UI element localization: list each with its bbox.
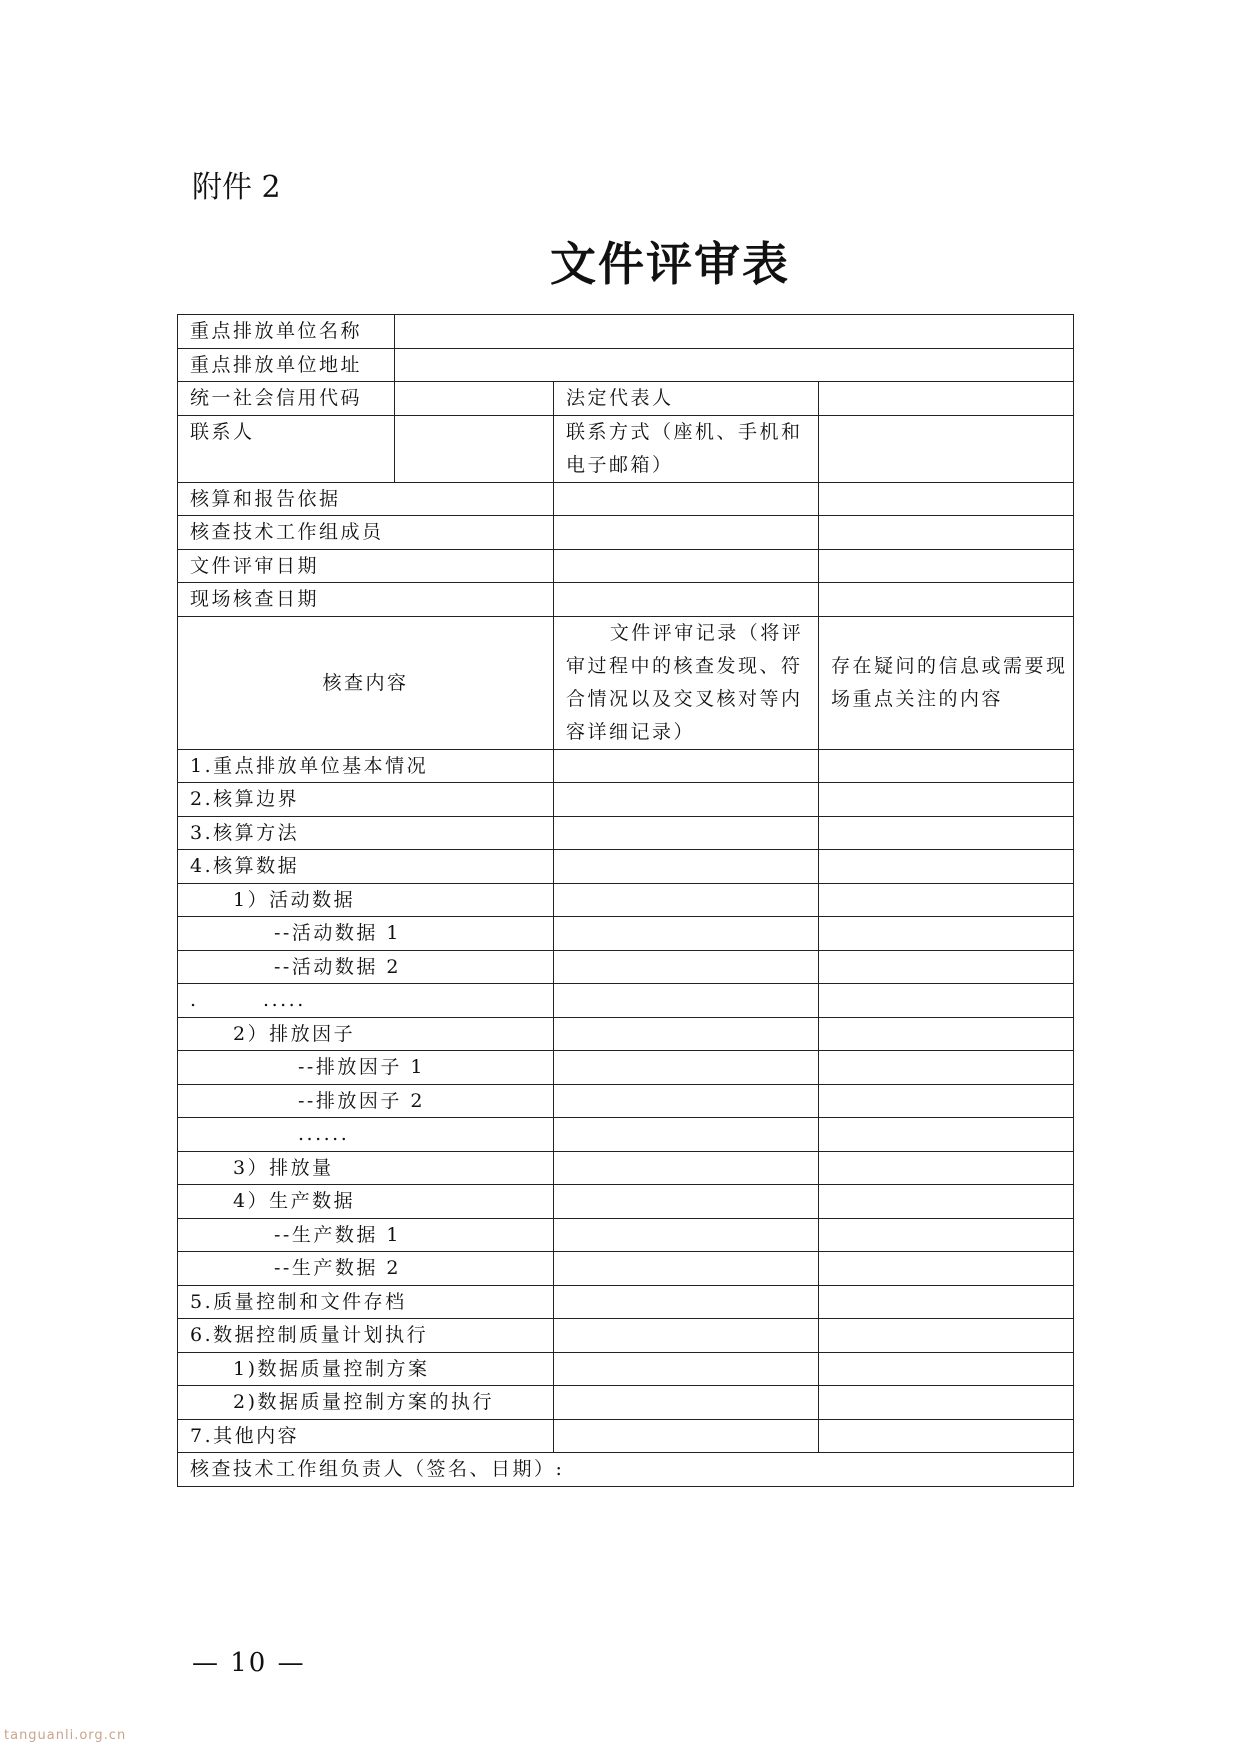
item-issues-field[interactable]: [819, 816, 1074, 850]
item-label: --活动数据 1: [178, 917, 554, 951]
page-title: 文件评审表: [550, 237, 790, 291]
item-label: 7.其他内容: [178, 1419, 554, 1453]
table-row: [178, 1017, 1074, 1051]
item-issues-field[interactable]: [819, 1051, 1074, 1085]
table-row: [178, 917, 1074, 951]
field-site-date-record[interactable]: [554, 583, 819, 617]
label-unit-name: 重点排放单位名称: [178, 315, 395, 349]
row-column-headers: [178, 616, 1074, 749]
item-record-field[interactable]: [554, 1352, 819, 1386]
table-row: [178, 950, 1074, 984]
item-label: --生产数据 1: [178, 1218, 554, 1252]
item-issues-field[interactable]: [819, 850, 1074, 884]
label-basis: 核算和报告依据: [178, 482, 554, 516]
field-review-date-record[interactable]: [554, 549, 819, 583]
label-contact: 联系人: [178, 415, 395, 482]
item-issues-field[interactable]: [819, 1151, 1074, 1185]
item-label: --生产数据 2: [178, 1252, 554, 1286]
signature-field[interactable]: 核查技术工作组负责人（签名、日期）:: [178, 1453, 1074, 1487]
table-row: [178, 1319, 1074, 1353]
label-team-members: 核查技术工作组成员: [178, 516, 554, 550]
header-issues: 存在疑问的信息或需要现场重点关注的内容: [819, 616, 1074, 749]
item-label: 1）活动数据: [178, 883, 554, 917]
row-credit-code: [178, 382, 1074, 416]
item-label: --活动数据 2: [178, 950, 554, 984]
header-record-text: 文件评审记录（将评审过程中的核查发现、符合情况以及交叉核对等内容详细记录）: [566, 621, 804, 743]
field-unit-name[interactable]: [395, 315, 1074, 349]
field-legal-rep[interactable]: [819, 382, 1074, 416]
row-signature: [178, 1453, 1074, 1487]
item-issues-field[interactable]: [819, 1352, 1074, 1386]
table-row: [178, 1218, 1074, 1252]
item-label: 2.核算边界: [178, 783, 554, 817]
item-record-field[interactable]: [554, 883, 819, 917]
item-issues-field[interactable]: [819, 1118, 1074, 1152]
table-row: [178, 1386, 1074, 1420]
label-contact-method: 联系方式（座机、手机和电子邮箱）: [554, 415, 819, 482]
field-unit-address[interactable]: [395, 348, 1074, 382]
field-site-date-issues[interactable]: [819, 583, 1074, 617]
table-row: [178, 883, 1074, 917]
table-row: [178, 850, 1074, 884]
item-record-field[interactable]: [554, 950, 819, 984]
row-unit-name: [178, 315, 1074, 349]
table-row: [178, 1352, 1074, 1386]
item-record-field[interactable]: [554, 1419, 819, 1453]
item-issues-field[interactable]: [819, 749, 1074, 783]
item-label: 6.数据控制质量计划执行: [178, 1319, 554, 1353]
item-record-field[interactable]: [554, 1285, 819, 1319]
label-site-date: 现场核查日期: [178, 583, 554, 617]
item-issues-field[interactable]: [819, 1017, 1074, 1051]
item-issues-field[interactable]: [819, 1419, 1074, 1453]
table-row: [178, 1084, 1074, 1118]
table-row: [178, 984, 1074, 1018]
table-row: [178, 1252, 1074, 1286]
item-issues-field[interactable]: [819, 1285, 1074, 1319]
item-issues-field[interactable]: [819, 783, 1074, 817]
item-issues-field[interactable]: [819, 1185, 1074, 1219]
field-review-date-issues[interactable]: [819, 549, 1074, 583]
label-review-date: 文件评审日期: [178, 549, 554, 583]
item-record-field[interactable]: [554, 1084, 819, 1118]
item-issues-field[interactable]: [819, 1084, 1074, 1118]
item-label: 3.核算方法: [178, 816, 554, 850]
row-team-members: [178, 516, 1074, 550]
item-record-field[interactable]: [554, 917, 819, 951]
field-basis-record[interactable]: [554, 482, 819, 516]
row-review-date: [178, 549, 1074, 583]
header-content: 核查内容: [178, 616, 554, 749]
item-record-field[interactable]: [554, 1319, 819, 1353]
item-record-field[interactable]: [554, 1218, 819, 1252]
item-record-field[interactable]: [554, 783, 819, 817]
item-issues-field[interactable]: [819, 984, 1074, 1018]
review-form-table: [177, 314, 1074, 1487]
field-contact-method[interactable]: [819, 415, 1074, 482]
item-label: 1)数据质量控制方案: [178, 1352, 554, 1386]
item-record-field[interactable]: [554, 1151, 819, 1185]
table-row: [178, 749, 1074, 783]
item-label: --排放因子 1: [178, 1051, 554, 1085]
item-label: --排放因子 2: [178, 1084, 554, 1118]
field-basis-issues[interactable]: [819, 482, 1074, 516]
table-row: [178, 1185, 1074, 1219]
item-issues-field[interactable]: [819, 917, 1074, 951]
item-label: ......: [178, 1118, 554, 1152]
item-record-field[interactable]: [554, 749, 819, 783]
item-record-field[interactable]: [554, 1051, 819, 1085]
item-label: 4）生产数据: [178, 1185, 554, 1219]
page-number: — 10 —: [192, 1648, 306, 1678]
item-label: 4.核算数据: [178, 850, 554, 884]
table-row: [178, 1118, 1074, 1152]
watermark: tanguanli.org.cn: [4, 1728, 127, 1743]
item-record-field[interactable]: [554, 1185, 819, 1219]
row-unit-address: [178, 348, 1074, 382]
item-record-field[interactable]: [554, 984, 819, 1018]
row-site-date: [178, 583, 1074, 617]
item-issues-field[interactable]: [819, 883, 1074, 917]
item-label: 1.重点排放单位基本情况: [178, 749, 554, 783]
item-record-field[interactable]: [554, 1252, 819, 1286]
item-label: 3）排放量: [178, 1151, 554, 1185]
label-unit-address: 重点排放单位地址: [178, 348, 395, 382]
table-row: [178, 1051, 1074, 1085]
item-label: 2)数据质量控制方案的执行: [178, 1386, 554, 1420]
item-label: 5.质量控制和文件存档: [178, 1285, 554, 1319]
annex-label: 附件 2: [192, 170, 281, 205]
label-legal-rep: 法定代表人: [554, 382, 819, 416]
item-record-field[interactable]: [554, 1118, 819, 1152]
item-issues-field[interactable]: [819, 950, 1074, 984]
item-record-field[interactable]: [554, 816, 819, 850]
label-credit-code: 统一社会信用代码: [178, 382, 395, 416]
item-issues-field[interactable]: [819, 1319, 1074, 1353]
item-record-field[interactable]: [554, 1017, 819, 1051]
row-contact: [178, 415, 1074, 482]
header-record: [554, 616, 819, 749]
field-team-record[interactable]: [554, 516, 819, 550]
item-issues-field[interactable]: [819, 1386, 1074, 1420]
item-issues-field[interactable]: [819, 1218, 1074, 1252]
row-basis: [178, 482, 1074, 516]
item-record-field[interactable]: [554, 850, 819, 884]
item-issues-field[interactable]: [819, 1252, 1074, 1286]
table-row: [178, 1285, 1074, 1319]
field-contact[interactable]: [395, 415, 554, 482]
table-row: [178, 1419, 1074, 1453]
table-row: [178, 1151, 1074, 1185]
item-record-field[interactable]: [554, 1386, 819, 1420]
table-row: [178, 816, 1074, 850]
item-label: . .....: [178, 984, 554, 1018]
field-credit-code[interactable]: [395, 382, 554, 416]
table-row: [178, 783, 1074, 817]
item-label: 2）排放因子: [178, 1017, 554, 1051]
field-team-issues[interactable]: [819, 516, 1074, 550]
items-body: [178, 749, 1074, 1453]
